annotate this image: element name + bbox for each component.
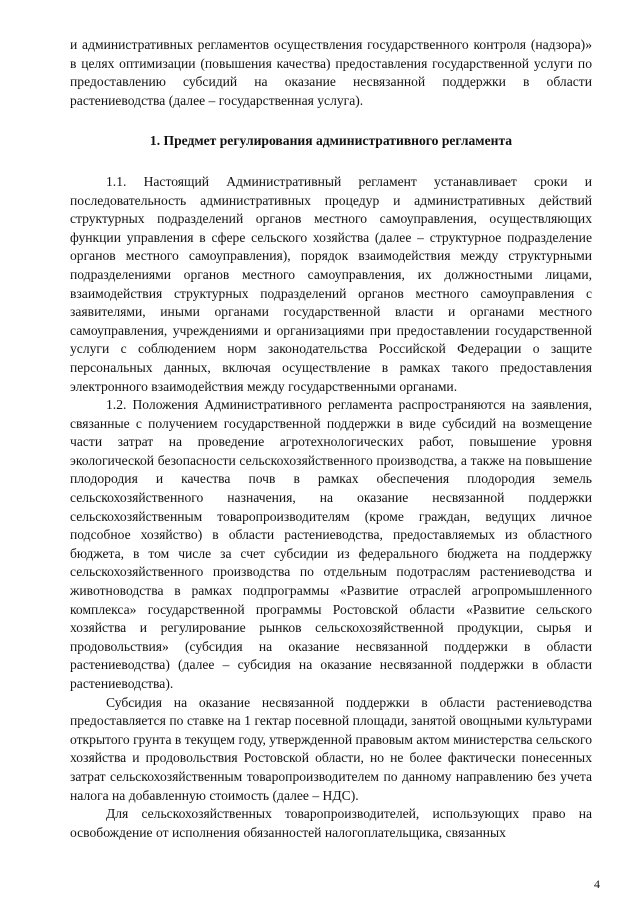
section-heading: 1. Предмет регулирования административного регламента bbox=[149, 133, 513, 149]
clause-1-2: 1.2. Положения Административного регламента распространяются на заявления, связанные с получением государственной поддержки в виде субсидий на возмещение части затрат на проведение агротехнологических работ, повышение уровня экологической безопасности сельскохозяйственного производства, а также на повышение плодородия и качества почв в рамках обеспечения плодородия земель сельскохозяйственного назначения, на оказание несвязанной поддержки сельскохозяйственным товаропроизводителям (кроме граждан, ведущих личное подсобное хозяйство) в области растениеводства, предоставляемых из областного бюджета, в том числе за счет субсидии из федерального бюджета на поддержку сельскохозяйственного производства по отдельным подотраслям растениеводства и животноводства в рамках подпрограммы «Развитие отраслей агропромышленного комплекса» государственной программы Ростовской области «Развитие сельского хозяйства и регулирование рынков сельскохозяйственной продукции, сырья и продовольствия» (субсидия на оказание несвязанной поддержки в области растениеводства) (далее – субсидия на оказание несвязанной поддержки в области растениеводства). bbox=[70, 397, 592, 691]
subsidy-paragraph: Субсидия на оказание несвязанной поддержки в области растениеводства предоставляется по ставке на 1 гектар посевной площади, занятой овощными культурами открытого грунта в текущем году, утвержденной правовым актом министерства сельского хозяйства и продовольствия Ростовской области, но не более фактически понесенных затрат сельскохозяйственным товаропроизводителем по данному направлению без учета налога на добавленную стоимость (далее – НДС). bbox=[70, 694, 592, 803]
clause-1-1: 1.1. Настоящий Административный регламент устанавливает сроки и последовательность административных процедур и административных действий структурных подразделений органов местного самоуправления, осуществляющих функции управления в сфере сельского хозяйства (далее – структурное подразделение органов местного самоуправления), порядок взаимодействия между структурными подразделениями органов местного самоуправления, их должностными лицами, взаимодействия структурных подразделений органов местного самоуправления с заявителями, иными органами государственной власти и органами местного самоуправления, учреждениями и организациями при предоставлении государственной услуги с соблюдением норм законодательства Российской Федерации о защите персональных данных, включая осуществление в рамках такого предоставления электронного взаимодействия между государственными органами. bbox=[70, 173, 592, 394]
intro-paragraph: и административных регламентов осуществления государственного контроля (надзора)» в целях оптимизации (повышения качества) предоставления государственной услуги по предоставлению субсидий на оказание несвязанной поддержки в области растениеводства (далее – государственная услуга). bbox=[70, 37, 592, 108]
page-number: 4 bbox=[594, 877, 600, 891]
vat-paragraph: Для сельскохозяйственных товаропроизводителей, использующих право на освобождение от исполнения обязанностей налогоплательщика, связанных bbox=[70, 806, 592, 840]
document-page bbox=[70, 36, 592, 842]
